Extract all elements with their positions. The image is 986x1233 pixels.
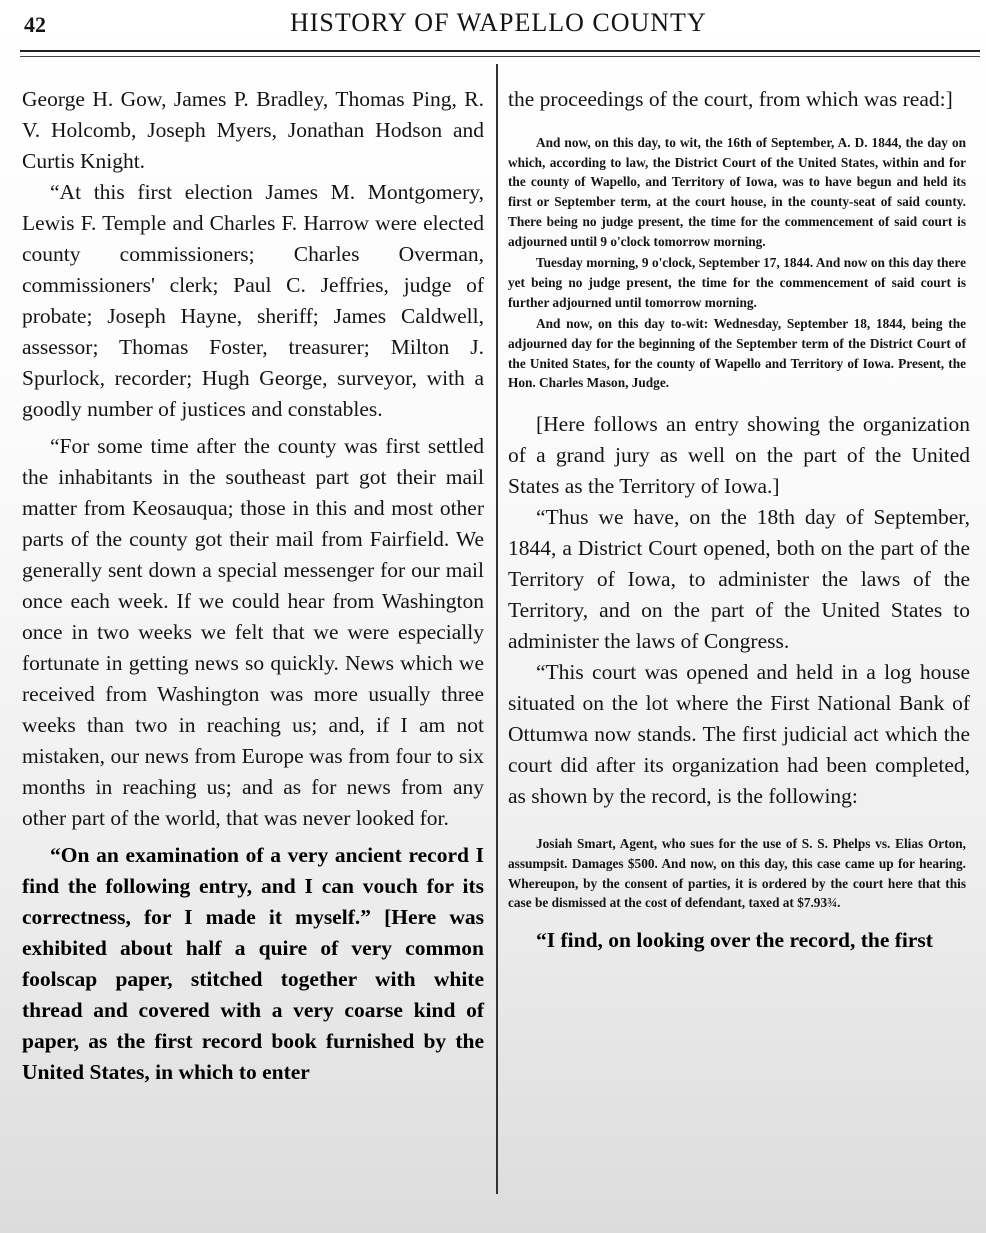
r-para-1: [Here follows an entry showing the organization of a grand jury as well on the part of the United States as the Territory of Iowa.] [508,412,970,499]
l-para-4: “On an examination of a very ancient record I find the following entry, and I can vouch for its correctness, for I made it myself.” [Here was exhibited about half a quire of very common foolscap paper, stitched together with white thread and covered with a very coarse kind of paper, as the first record book furnished by the United States, in which to enter [22,843,484,1084]
l-para-3: “For some time after the county was first settled the inhabitants in the southeast part got their mail matter from Keosauqua; those in this and most other parts of the county got their mail from Fairfield. We generally sent down a special messenger for our mail once each week. If we could hear from Washington once in two weeks we felt that we were especially fortunate in getting news so quickly. News which we received from Washington was more usually three weeks than two in reaching us; and, if I am not mistaken, our news from Europe was from four to six months in reaching us; and as for news from any other part of the world, that was never looked for. [22,434,484,830]
page-number: 42 [24,12,46,37]
header-rule-thin [20,56,980,57]
court-record-entry-2: Tuesday morning, 9 o'clock, September 17, 1844. And now on this day there yet being no judge present, the time for the commencement of said court is further adjourned until tomorrow morning. [508,255,966,310]
right-column [508,84,970,956]
r-continuation: the proceedings of the court, from which was read:] [508,87,953,111]
running-title: HISTORY OF WAPELLO COUNTY [290,8,707,37]
r-para-3: “This court was opened and held in a log house situated on the lot where the First National Bank of Ottumwa now stands. The first judicial act which the court did after its organization had been completed, as shown by the record, is the following: [508,660,970,809]
court-case-quote [508,834,970,913]
court-record-quote [508,133,970,393]
l-para-1: George H. Gow, James P. Bradley, Thomas Ping, R. V. Holcomb, Joseph Myers, Jonathan Hodson and Curtis Knight. [22,87,484,173]
column-divider [496,64,498,1194]
left-column [22,84,484,1088]
l-para-2: “At this first election James M. Montgomery, Lewis F. Temple and Charles F. Harrow were elected county commissioners; Charles Overman, commissioners' clerk; Paul C. Jeffries, judge of probate; Joseph Hayne, sheriff; James Caldwell, assessor; Thomas Foster, treasurer; Milton J. Spurlock, recorder; Hugh George, surveyor, with a goodly number of justices and constables. [22,180,484,421]
r-closing-line: “I find, on looking over the record, the first [536,927,933,952]
court-record-entry-3: And now, on this day to-wit: Wednesday, September 18, 1844, being the adjourned day for the beginning of the September term of the District Court of the United States, for the county of Wapello and Territory of Iowa. Present, the Hon. Charles Mason, Judge. [508,316,966,391]
page-header [0,0,986,58]
court-record-entry-1: And now, on this day, to wit, the 16th of September, A. D. 1844, the day on which, according to law, the District Court of the United States, within and for the county of Wapello, and Territory of Iowa, was to have begun and held its first or September term, at the court house, in the county-seat of said county. There being no judge present, the time for the commencement of said court is adjourned until 9 o'clock tomorrow morning. [508,135,966,249]
header-rule [20,50,980,52]
r-para-2: “Thus we have, on the 18th day of September, 1844, a District Court opened, both on the part of the Territory of Iowa, to administer the laws of the Territory, and on the part of the United States to administer the laws of Congress. [508,505,970,654]
case-entry: Josiah Smart, Agent, who sues for the use of S. S. Phelps vs. Elias Orton, assumpsit. Damages $500. And now, on this day, this case came up for hearing. Whereupon, by the consent of parties, it is ordered by the court here that this case be dismissed at the cost of defendant, taxed at $7.93¾. [508,836,966,911]
